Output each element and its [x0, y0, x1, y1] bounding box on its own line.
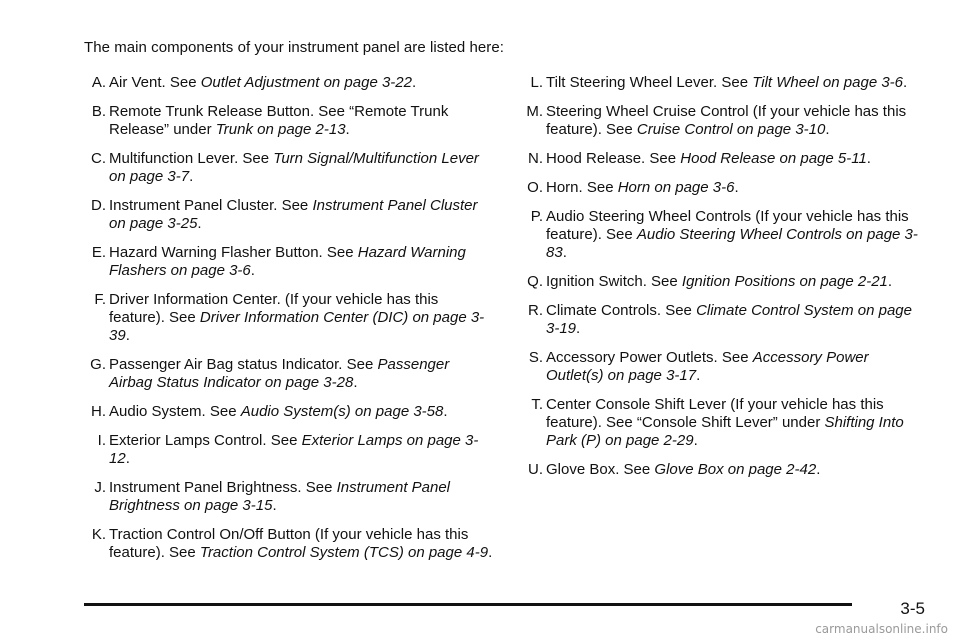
item-tail: .	[345, 121, 350, 138]
item-letter: A.	[91, 74, 106, 91]
intro-text: The main components of your instrument panel are listed here:	[84, 39, 504, 56]
item-tail: .	[887, 273, 893, 290]
item-tail: .	[411, 74, 417, 91]
list-item	[84, 244, 494, 280]
item-tail: .	[443, 403, 448, 420]
item-text: Hazard Warning Flasher Button. See	[109, 244, 358, 261]
page-number: 3-5	[900, 599, 925, 618]
item-text: Glove Box. See	[546, 461, 655, 478]
item-letter: F.	[94, 291, 106, 308]
item-text: Hood Release. See	[546, 150, 681, 167]
item-letter: O.	[527, 179, 543, 196]
list-item	[84, 197, 494, 233]
list-item	[84, 356, 494, 392]
list-item	[84, 103, 494, 139]
list-item	[515, 150, 925, 168]
list-item	[515, 461, 925, 479]
list-item	[84, 526, 494, 562]
item-letter: S.	[528, 349, 543, 366]
item-letter: H.	[91, 403, 106, 420]
list-item	[84, 150, 494, 186]
list-item	[515, 103, 925, 139]
item-letter: P.	[530, 208, 543, 225]
item-letter: D.	[91, 197, 106, 214]
list-item	[515, 302, 925, 338]
page-reference: Turn Signal/Multifunction Lever on page 3-7	[109, 150, 479, 185]
list-item	[84, 479, 494, 515]
item-text: Steering Wheel Cruise Control (If your vehicle has this feature). See	[546, 103, 907, 138]
watermark-text: carmanualsonline.info	[815, 622, 948, 636]
list-item	[84, 291, 494, 345]
item-text: Exterior Lamps Control. See	[109, 432, 302, 449]
item-tail: .	[734, 179, 739, 196]
page-reference: Traction Control System (TCS) on page 4-9	[199, 544, 489, 561]
footer-rule	[84, 603, 852, 606]
page-reference: Audio System(s) on page 3-58	[240, 403, 444, 420]
item-text: Instrument Panel Cluster. See	[109, 197, 313, 214]
page-reference: Instrument Panel Brightness on page 3-15	[109, 479, 451, 514]
item-text: Tilt Steering Wheel Lever. See	[546, 74, 753, 91]
list-item	[84, 432, 494, 468]
item-letter: N.	[528, 150, 543, 167]
item-text: Climate Controls. See	[546, 302, 697, 319]
page-reference: Outlet Adjustment on page 3-22	[200, 74, 412, 91]
item-tail: .	[825, 121, 830, 138]
item-text: Driver Information Center. (If your vehicle has this feature). See	[109, 291, 439, 326]
list-item	[515, 273, 925, 291]
page-reference: Accessory Power Outlet(s) on page 3-17	[546, 349, 869, 384]
item-tail: .	[197, 215, 202, 232]
page-reference: Driver Information Center (DIC) on page 3-39	[109, 309, 485, 344]
page-reference: Horn on page 3-6	[617, 179, 735, 196]
item-text: Ignition Switch. See	[546, 273, 682, 290]
item-tail: .	[866, 150, 871, 167]
item-letter: Q.	[527, 273, 543, 290]
item-tail: .	[562, 244, 567, 261]
component-list-left	[84, 74, 494, 573]
page-reference: Hood Release on page 5-11	[680, 150, 867, 167]
item-text: Audio Steering Wheel Controls (If your vehicle has this feature). See	[546, 208, 909, 243]
item-letter: C.	[91, 150, 106, 167]
item-tail: .	[125, 450, 130, 467]
list-item	[515, 349, 925, 385]
page-reference: Shifting Into Park (P) on page 2-29	[546, 414, 904, 449]
item-text: Instrument Panel Brightness. See	[109, 479, 337, 496]
list-item	[84, 74, 494, 92]
item-tail: .	[250, 262, 255, 279]
item-tail: .	[903, 74, 908, 91]
item-letter: R.	[528, 302, 543, 319]
page-reference: Ignition Positions on page 2-21	[681, 273, 888, 290]
item-text: Audio System. See	[109, 403, 241, 420]
item-letter: K.	[91, 526, 106, 543]
page-reference: Climate Control System on page 3-19	[546, 302, 912, 337]
page-reference: Tilt Wheel on page 3-6	[752, 74, 904, 91]
item-text: Traction Control On/Off Button (If your vehicle has this feature). See	[109, 526, 469, 561]
item-tail: .	[353, 374, 358, 391]
list-item	[515, 74, 925, 92]
page-reference: Passenger Airbag Status Indicator on page 3-28	[109, 356, 450, 391]
page-reference: Trunk on page 2-13	[215, 121, 346, 138]
item-text: Remote Trunk Release Button. See “Remote Trunk Release” under	[109, 103, 449, 138]
item-letter: M.	[526, 103, 543, 120]
item-tail: .	[693, 432, 698, 449]
item-text: Multifunction Lever. See	[109, 150, 274, 167]
item-letter: B.	[91, 103, 106, 120]
item-tail: .	[125, 327, 130, 344]
item-letter: U.	[528, 461, 543, 478]
item-tail: .	[816, 461, 821, 478]
page-reference: Instrument Panel Cluster on page 3-25	[109, 197, 478, 232]
page-reference: Exterior Lamps on page 3-12	[109, 432, 479, 467]
page-reference: Glove Box on page 2-42	[654, 461, 817, 478]
item-tail: .	[696, 367, 701, 384]
item-letter: L.	[530, 74, 543, 91]
page-reference: Cruise Control on page 3-10	[636, 121, 826, 138]
item-letter: I.	[97, 432, 106, 449]
item-tail: .	[189, 168, 194, 185]
component-list-right	[515, 74, 925, 490]
item-text: Center Console Shift Lever (If your vehicle has this feature). See “Console Shift Lever” under	[546, 396, 884, 431]
item-tail: .	[272, 497, 277, 514]
page-reference: Hazard Warning Flashers on page 3-6	[109, 244, 466, 279]
item-text: Horn. See	[546, 179, 618, 196]
list-item	[515, 179, 925, 197]
item-text: Accessory Power Outlets. See	[546, 349, 753, 366]
list-item	[84, 403, 494, 421]
item-letter: T.	[531, 396, 543, 413]
item-letter: G.	[90, 356, 106, 373]
item-tail: .	[488, 544, 493, 561]
item-tail: .	[576, 320, 581, 337]
page-reference: Audio Steering Wheel Controls on page 3-83	[546, 226, 918, 261]
item-letter: E.	[91, 244, 106, 261]
item-text: Air Vent. See	[109, 74, 201, 91]
list-item	[515, 208, 925, 262]
item-text: Passenger Air Bag status Indicator. See	[109, 356, 378, 373]
list-item	[515, 396, 925, 450]
item-letter: J.	[94, 479, 106, 496]
